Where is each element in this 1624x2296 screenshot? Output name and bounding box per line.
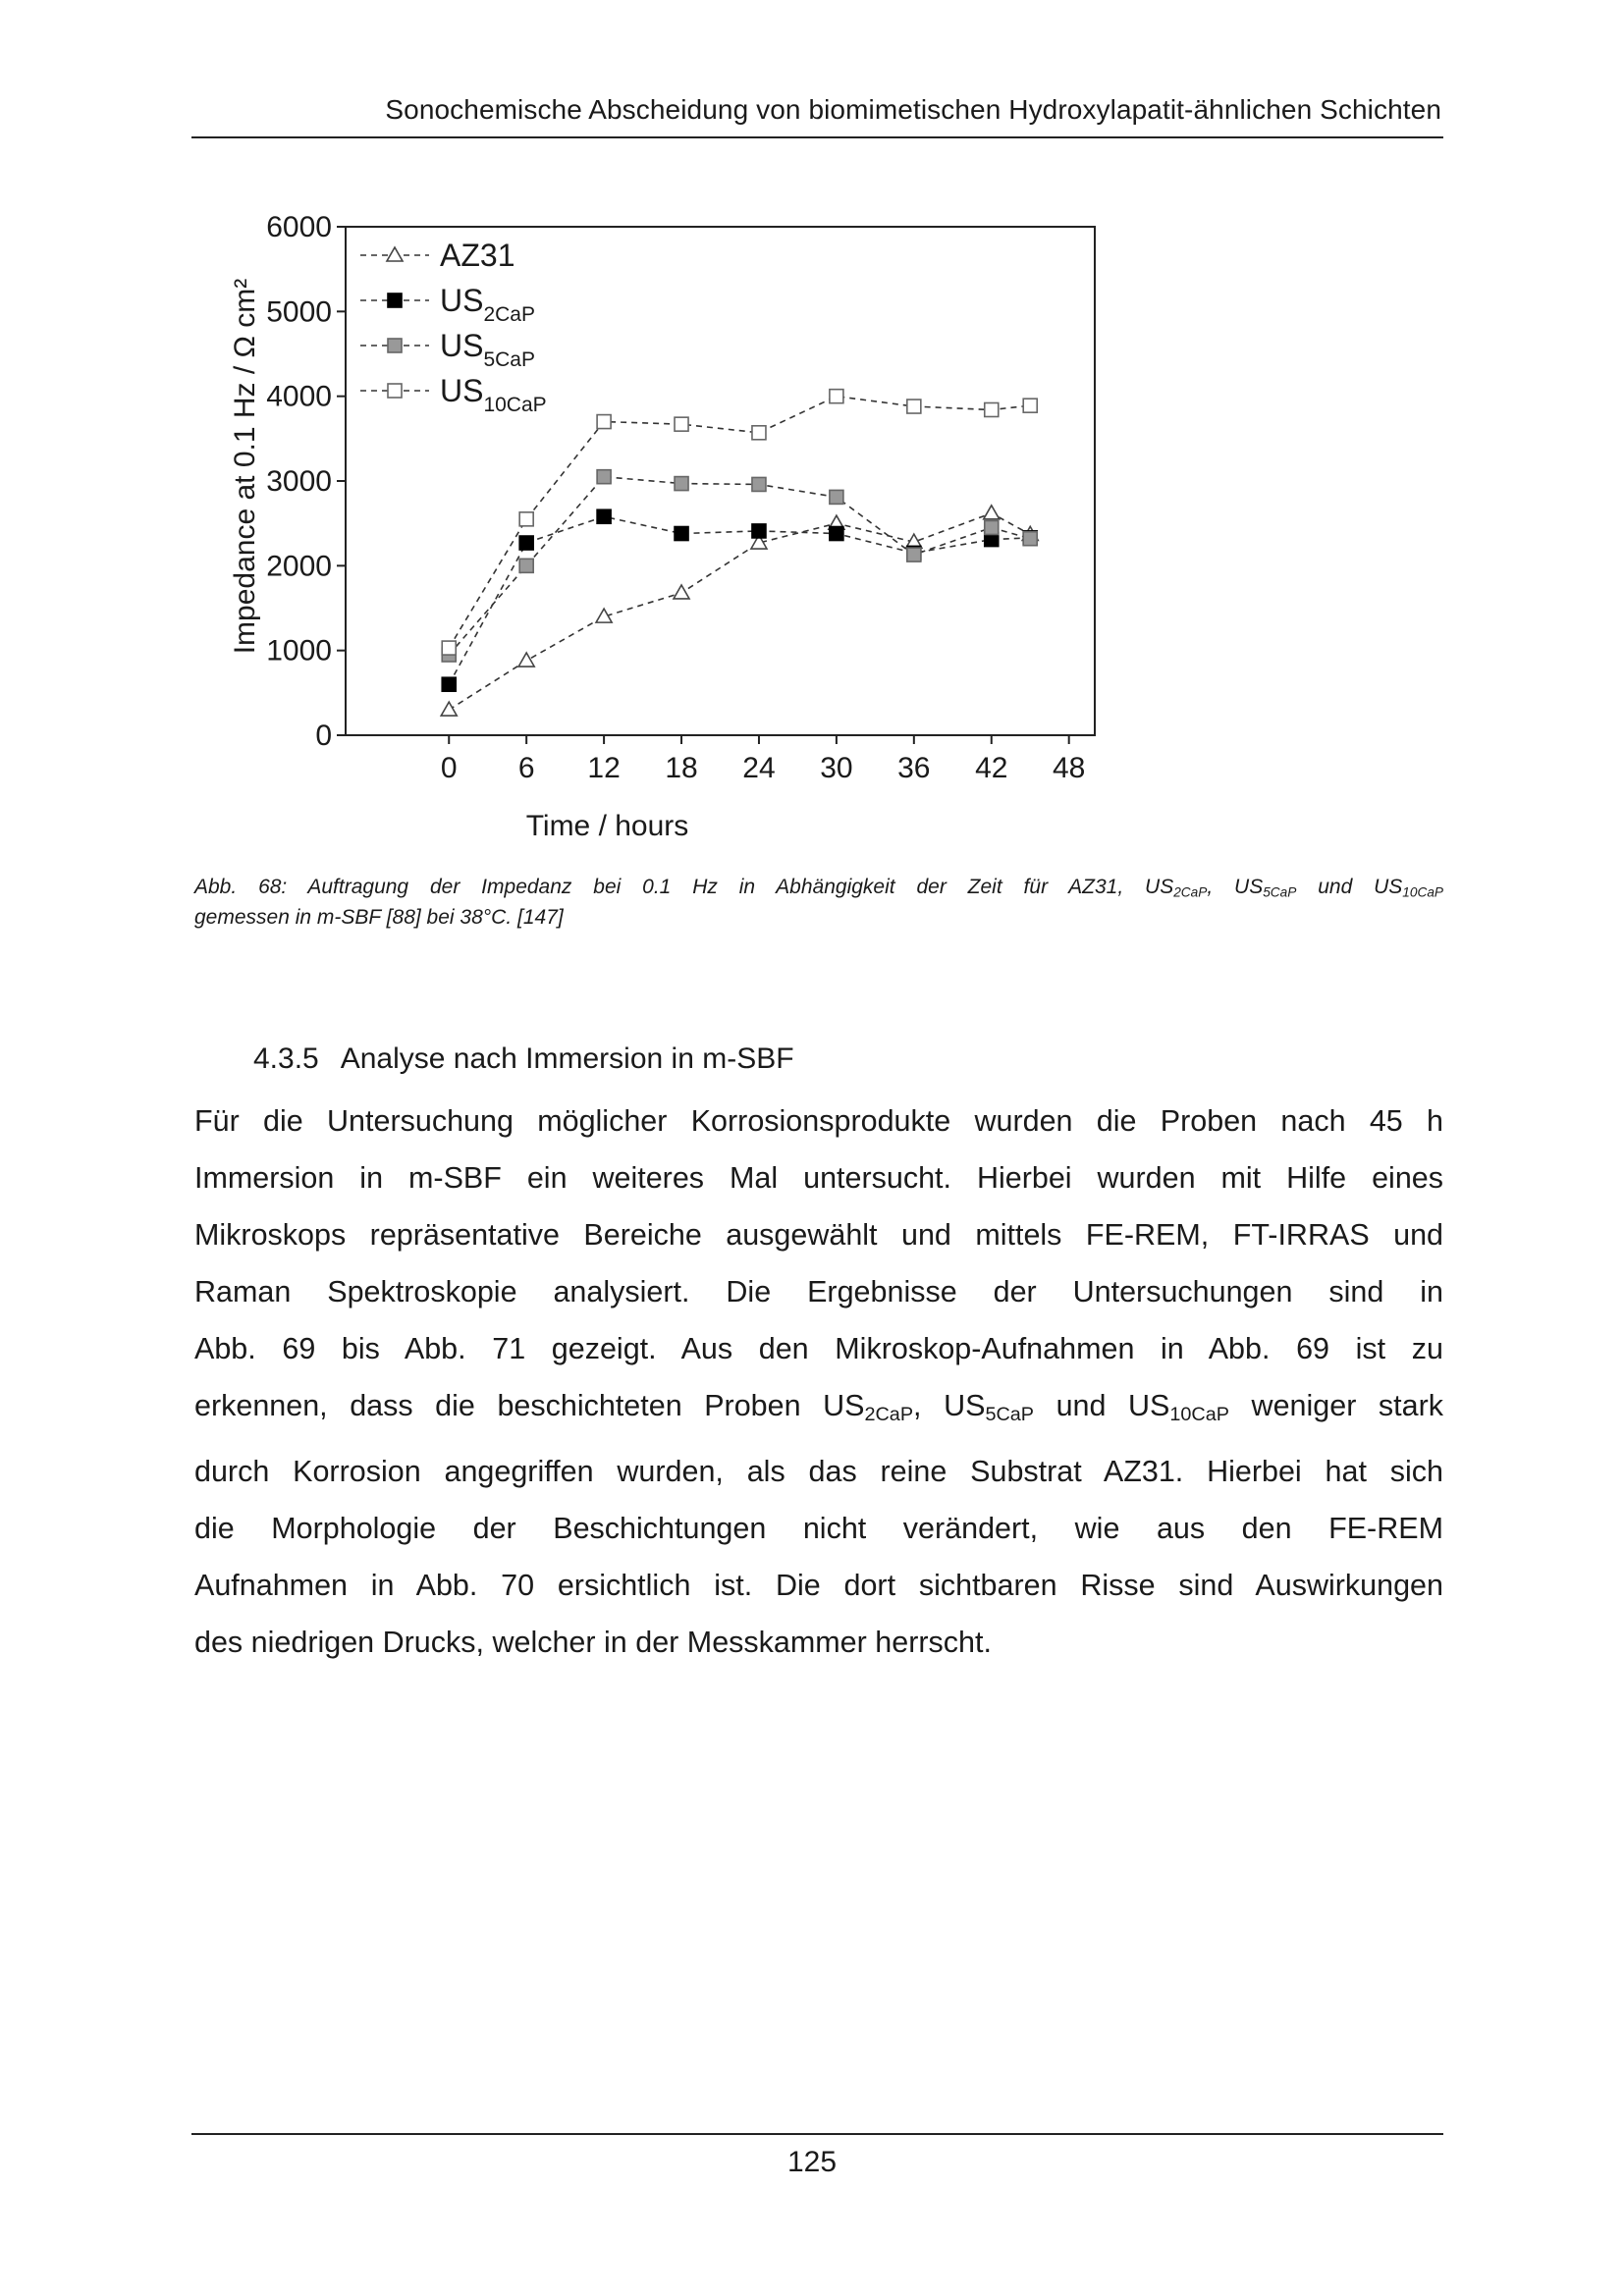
data-point-square <box>1023 399 1037 412</box>
caption-sub-2: 5CaP <box>1263 884 1297 900</box>
data-point-square <box>519 512 533 526</box>
y-tick-label: 2000 <box>266 550 332 583</box>
paragraph-line: Abb. 69 bis Abb. 71 gezeigt. Aus den Mikroskop-Aufnahmen in Abb. 69 ist zu <box>194 1332 1443 1365</box>
figure-caption <box>194 875 1443 931</box>
page-number: 125 <box>786 2146 838 2178</box>
x-axis-label: Time / hours <box>525 810 689 842</box>
legend-label-main: US <box>440 328 484 363</box>
data-point-square <box>985 520 999 534</box>
caption-text-2: , US <box>1207 876 1264 898</box>
data-point-square <box>675 527 688 541</box>
text-run: und US <box>1034 1389 1170 1422</box>
series-line <box>449 513 1030 710</box>
paragraph-line: Immersion in m-SBF ein weiteres Mal untersucht. Hierbei wurden mit Hilfe eines <box>194 1161 1443 1195</box>
data-point-triangle <box>387 247 403 261</box>
data-point-triangle <box>518 653 534 667</box>
text-run: erkennen, dass die beschichteten Proben US <box>194 1389 865 1422</box>
data-point-square <box>830 390 843 403</box>
data-point-triangle <box>674 585 689 599</box>
data-point-square <box>442 677 456 691</box>
caption-text-3: und US <box>1296 876 1403 898</box>
data-point-square <box>388 384 402 398</box>
section-title: Analyse nach Immersion in m-SBF <box>340 1042 794 1075</box>
x-tick-label: 36 <box>897 752 931 784</box>
y-tick-label: 6000 <box>266 211 332 243</box>
data-point-square <box>675 417 688 431</box>
series-line <box>449 397 1030 648</box>
data-point-triangle <box>441 702 457 716</box>
caption-sub-1: 2CaP <box>1173 884 1208 900</box>
subscript: 10CaP <box>1169 1403 1229 1425</box>
paragraph-line: Aufnahmen in Abb. 70 ersichtlich ist. Die dort sichtbaren Risse sind Auswirkungen <box>194 1568 1443 1602</box>
legend-label <box>440 283 535 326</box>
y-tick-label: 4000 <box>266 380 332 413</box>
legend-label-main: US <box>440 283 484 318</box>
legend-label-main: US <box>440 373 484 408</box>
data-point-square <box>388 339 402 352</box>
data-point-square <box>752 524 766 538</box>
series-us10cap <box>442 390 1037 655</box>
chart-svg <box>226 206 1110 844</box>
y-tick-label: 3000 <box>266 465 332 498</box>
paragraph-line: Für die Untersuchung möglicher Korrosionsprodukte wurden die Proben nach 45 h <box>194 1104 1443 1138</box>
data-point-square <box>752 477 766 491</box>
legend-entry <box>360 283 535 326</box>
legend-entry <box>360 328 535 371</box>
paragraph-line-with-subscripts <box>194 1377 1443 1443</box>
data-point-square <box>675 477 688 491</box>
running-title: Sonochemische Abscheidung von biomimetischen Hydroxylapatit-ähnlichen Schichten <box>385 94 1441 125</box>
legend-label-sub: 10CaP <box>483 394 547 416</box>
data-point-square <box>907 548 921 561</box>
subscript: 5CaP <box>985 1403 1035 1425</box>
text-run: , US <box>913 1389 986 1422</box>
text-run: weniger stark <box>1228 1389 1443 1422</box>
paragraph-line: Mikroskops repräsentative Bereiche ausgewählt und mittels FE-REM, FT-IRRAS und <box>194 1218 1443 1252</box>
series-us5cap <box>442 470 1037 662</box>
paragraph-line: Raman Spektroskopie analysiert. Die Ergebnisse der Untersuchungen sind in <box>194 1275 1443 1308</box>
legend-label-sub: 2CaP <box>483 303 535 326</box>
paragraph-line: die Morphologie der Beschichtungen nicht verändert, wie aus den FE-REM <box>194 1511 1443 1545</box>
series-line <box>449 477 1030 655</box>
x-tick-label: 24 <box>742 752 776 784</box>
data-point-square <box>597 509 611 523</box>
paragraph-line: des niedrigen Drucks, welcher in der Messkammer herrscht. <box>194 1625 992 1659</box>
data-point-triangle <box>984 506 1000 519</box>
caption-text-1: Auftragung der Impedanz bei 0.1 Hz in Abhängigkeit der Zeit für AZ31, US <box>307 876 1174 898</box>
impedance-chart <box>226 206 1110 844</box>
data-point-square <box>830 527 843 541</box>
x-tick-label: 12 <box>587 752 621 784</box>
legend-label <box>440 328 535 371</box>
data-point-square <box>1023 532 1037 546</box>
data-point-square <box>985 402 999 416</box>
body-paragraph <box>194 1093 1443 1671</box>
caption-sub-3: 10CaP <box>1402 884 1444 900</box>
data-point-square <box>519 536 533 550</box>
running-header <box>191 92 1443 138</box>
section-number: 4.3.5 <box>253 1042 319 1075</box>
legend-label <box>440 373 547 416</box>
x-tick-label: 42 <box>975 752 1008 784</box>
section-heading <box>253 1042 794 1076</box>
data-point-square <box>442 641 456 655</box>
legend-label-main: AZ31 <box>440 238 515 273</box>
data-point-square <box>830 490 843 504</box>
paragraph-line: durch Korrosion angegriffen wurden, als das reine Substrat AZ31. Hierbei hat sich <box>194 1454 1443 1488</box>
legend-entry <box>360 373 547 416</box>
data-point-square <box>752 426 766 440</box>
legend-label <box>440 238 514 273</box>
x-tick-label: 30 <box>820 752 853 784</box>
y-tick-label: 5000 <box>266 295 332 329</box>
data-point-square <box>388 294 402 307</box>
y-axis-label: Impedance at 0.1 Hz / Ω cm² <box>229 278 261 655</box>
caption-line-2: gemessen in m-SBF [88] bei 38°C. [147] <box>194 906 564 930</box>
data-point-square <box>597 415 611 429</box>
x-tick-label: 0 <box>440 752 458 784</box>
y-tick-label: 0 <box>315 720 332 752</box>
footer-rule <box>191 2133 1443 2135</box>
data-point-square <box>907 400 921 413</box>
caption-line-1 <box>194 875 1443 905</box>
legend-entry <box>360 238 514 273</box>
subscript: 2CaP <box>864 1403 914 1425</box>
data-point-square <box>519 559 533 572</box>
x-tick-label: 18 <box>665 752 698 784</box>
data-point-square <box>597 470 611 484</box>
x-tick-label: 6 <box>517 752 535 784</box>
x-tick-label: 48 <box>1053 752 1086 784</box>
caption-label: Abb. 68: <box>194 876 288 898</box>
legend-label-sub: 5CaP <box>483 348 535 371</box>
series-line <box>449 516 1030 684</box>
y-tick-label: 1000 <box>266 634 332 667</box>
